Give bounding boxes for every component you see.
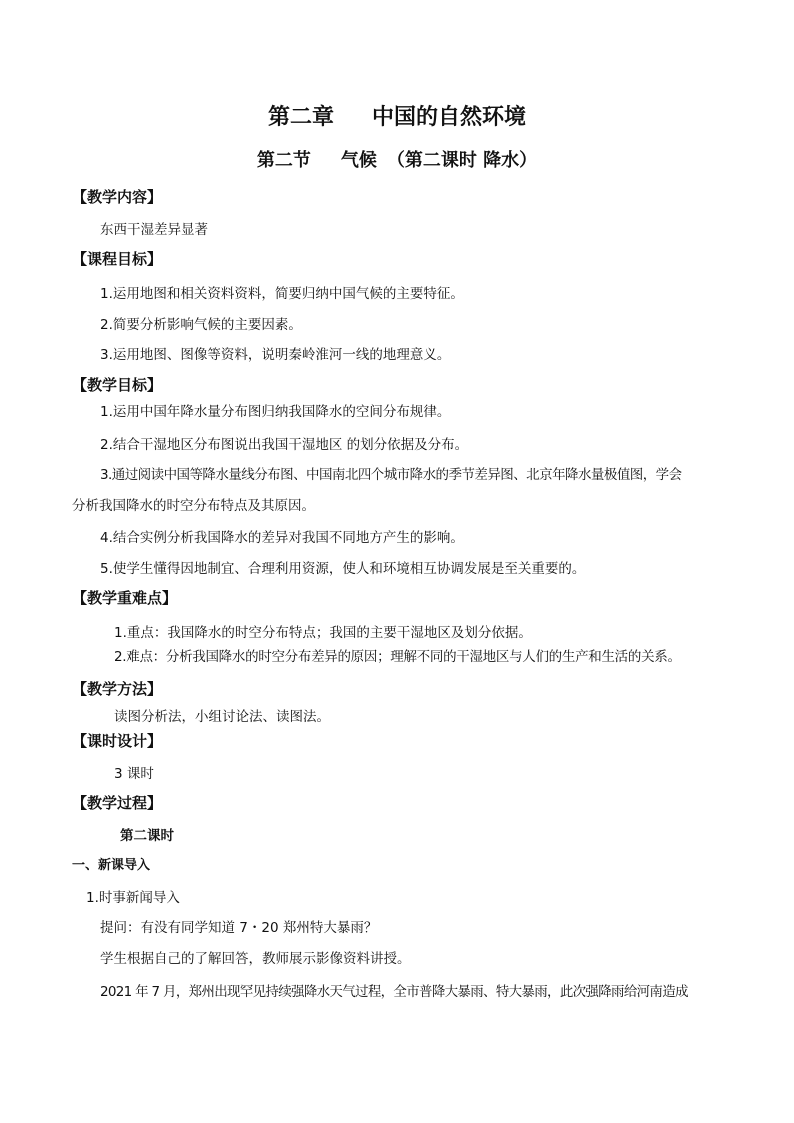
methods-item: 读图分析法，小组讨论法、读图法。 bbox=[114, 709, 330, 725]
part-heading: 一、新课导入 bbox=[72, 858, 151, 873]
curriculum-item: 3.运用地图、图像等资料，说明秦岭淮河一线的地理意义。 bbox=[100, 347, 451, 363]
lesson-label: 第二课时 bbox=[120, 828, 174, 844]
chapter-prefix: 第二章 bbox=[267, 104, 334, 130]
heading-process: 【教学过程】 bbox=[72, 794, 163, 812]
goals-item: 3.通过阅读中国等降水量线分布图、中国南北四个城市降水的季节差异图、北京年降水量极值图，学会 bbox=[100, 467, 682, 483]
key-point-item: 2.难点：分析我国降水的时空分布差异的原因；理解不同的干湿地区与人们的生产和生活的关系。 bbox=[114, 649, 681, 665]
process-line: 2021 年 7 月，郑州出现罕见持续强降水天气过程，全市普降大暴雨、特大暴雨，此次强降雨给河南造成 bbox=[100, 984, 688, 1000]
content-item: 东西干湿差异显著 bbox=[100, 222, 208, 238]
section-name: 气候 bbox=[340, 150, 377, 171]
process-line: 学生根据自己的了解回答，教师展示影像资料讲授。 bbox=[100, 951, 411, 967]
heading-goals: 【教学目标】 bbox=[72, 376, 163, 394]
chapter-title bbox=[0, 100, 794, 131]
heading-curriculum: 【课程目标】 bbox=[72, 250, 163, 268]
key-point-item: 1.重点：我国降水的时空分布特点；我国的主要干湿地区及划分依据。 bbox=[114, 625, 532, 641]
sub-heading: 1.时事新闻导入 bbox=[86, 890, 180, 906]
process-line: 提问：有没有同学知道 7・20 郑州特大暴雨？ bbox=[100, 920, 378, 936]
goals-item: 1.运用中国年降水量分布图归纳我国降水的空间分布规律。 bbox=[100, 404, 451, 420]
section-sub: （第二课时 降水） bbox=[386, 150, 538, 171]
goals-item: 2.结合干湿地区分布图说出我国干湿地区 的划分依据及分布。 bbox=[100, 437, 469, 453]
chapter-name: 中国的自然环境 bbox=[372, 104, 527, 130]
design-item: 3 课时 bbox=[114, 766, 154, 782]
goals-item-continued: 分析我国降水的时空分布特点及其原因。 bbox=[72, 498, 315, 514]
heading-content: 【教学内容】 bbox=[72, 188, 163, 206]
section-prefix: 第二节 bbox=[256, 150, 311, 171]
curriculum-item: 1.运用地图和相关资料资料，简要归纳中国气候的主要特征。 bbox=[100, 286, 464, 302]
heading-design: 【课时设计】 bbox=[72, 732, 163, 750]
section-title bbox=[0, 146, 794, 172]
goals-item: 5.使学生懂得因地制宜、合理利用资源，使人和环境相互协调发展是至关重要的。 bbox=[100, 561, 586, 577]
heading-methods: 【教学方法】 bbox=[72, 680, 163, 698]
goals-item: 4.结合实例分析我国降水的差异对我国不同地方产生的影响。 bbox=[100, 530, 464, 546]
curriculum-item: 2.简要分析影响气候的主要因素。 bbox=[100, 317, 302, 333]
heading-key-points: 【教学重难点】 bbox=[72, 589, 178, 607]
